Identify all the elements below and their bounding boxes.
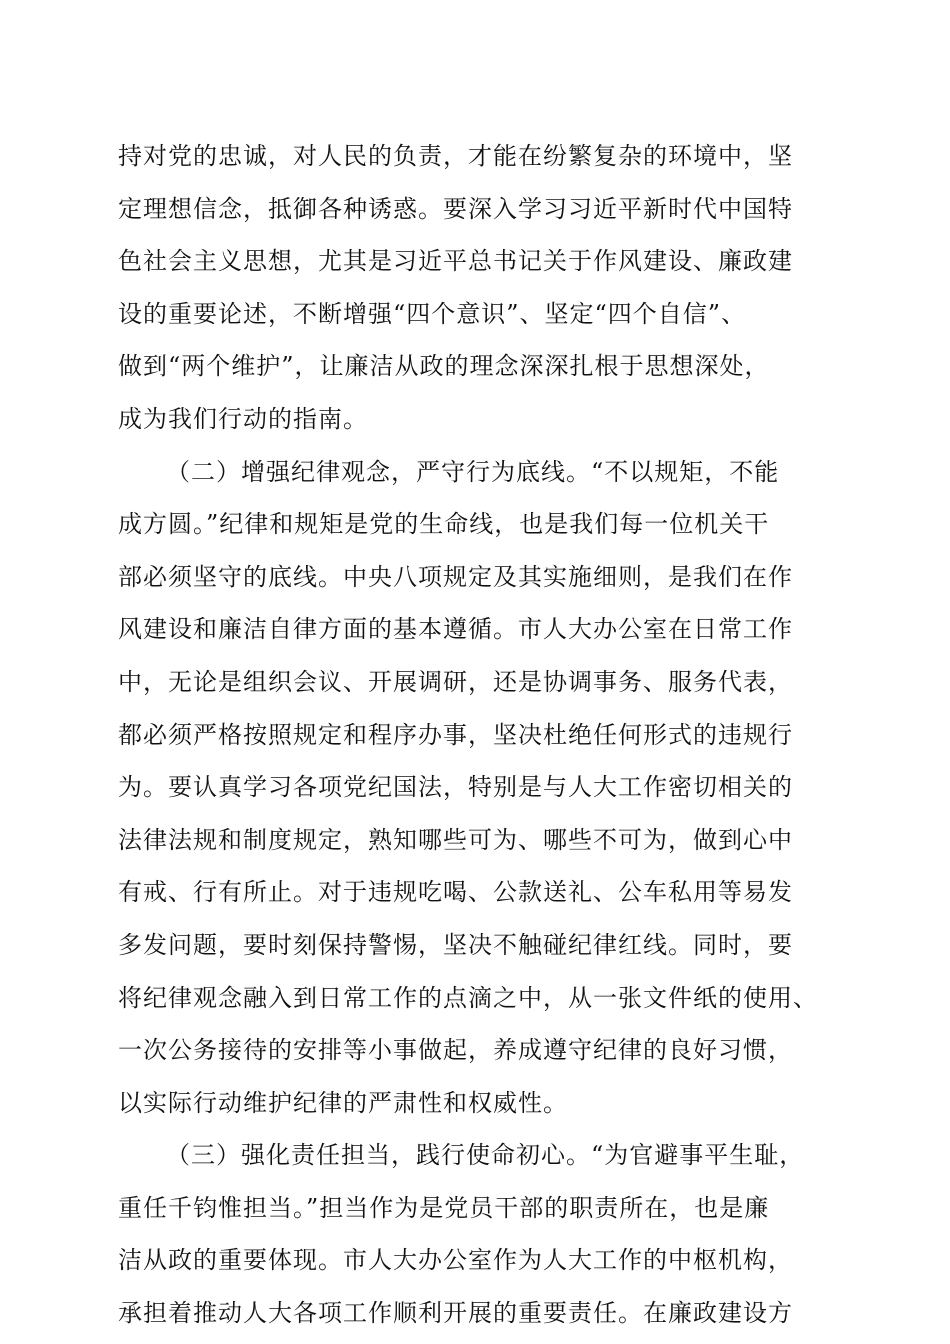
- text-line: 将纪律观念融入到日常工作的点滴之中，从一张文件纸的使用、: [118, 983, 818, 1012]
- section-heading-line: （三）强化责任担当，践行使命初心。“为官避事平生耻，: [166, 1141, 805, 1170]
- text-line: 中，无论是组织会议、开展调研，还是协调事务、服务代表，: [118, 667, 793, 696]
- text-line: 成为我们行动的指南。: [118, 404, 368, 433]
- text-line: 有戒、行有所止。对于违规吃喝、公款送礼、公车私用等易发: [118, 878, 793, 907]
- text-line: 成方圆。”纪律和规矩是党的生命线，也是我们每一位机关干: [118, 510, 770, 539]
- section-heading-line: （二）增强纪律观念，严守行为底线。“不以规矩，不能: [166, 457, 780, 486]
- text-line: 定理想信念，抵御各种诱惑。要深入学习习近平新时代中国特: [118, 194, 793, 223]
- text-line: 做到“两个维护”，让廉洁从政的理念深深扎根于思想深处，: [118, 352, 770, 381]
- text-line: 法律法规和制度规定，熟知哪些可为、哪些不可为，做到心中: [118, 825, 793, 854]
- text-line: 都必须严格按照规定和程序办事，坚决杜绝任何形式的违规行: [118, 720, 793, 749]
- text-line: 为。要认真学习各项党纪国法，特别是与人大工作密切相关的: [118, 773, 793, 802]
- text-line: 以实际行动维护纪律的严肃性和权威性。: [118, 1088, 568, 1117]
- text-line: 风建设和廉洁自律方面的基本遵循。市人大办公室在日常工作: [118, 615, 793, 644]
- text-line: 设的重要论述，不断增强“四个意识”、坚定“四个自信”、: [118, 299, 747, 328]
- text-line: 色社会主义思想，尤其是习近平总书记关于作风建设、廉政建: [118, 247, 793, 276]
- text-line: 重任千钧惟担当。”担当作为是党员干部的职责所在，也是廉: [118, 1193, 770, 1222]
- text-line: 持对党的忠诚，对人民的负责，才能在纷繁复杂的环境中，坚: [118, 142, 793, 170]
- text-line: 承担着推动人大各项工作顺利开展的重要责任。在廉政建设方: [118, 1299, 793, 1328]
- text-line: 洁从政的重要体现。市人大办公室作为人大工作的中枢机构，: [118, 1246, 793, 1275]
- text-line: 部必须坚守的底线。中央八项规定及其实施细则，是我们在作: [118, 562, 793, 591]
- text-line: 多发问题，要时刻保持警惕，坚决不触碰纪律红线。同时，要: [118, 930, 793, 959]
- text-line: 一次公务接待的安排等小事做起，养成遵守纪律的良好习惯，: [118, 1036, 793, 1065]
- body-text: [118, 130, 830, 1340]
